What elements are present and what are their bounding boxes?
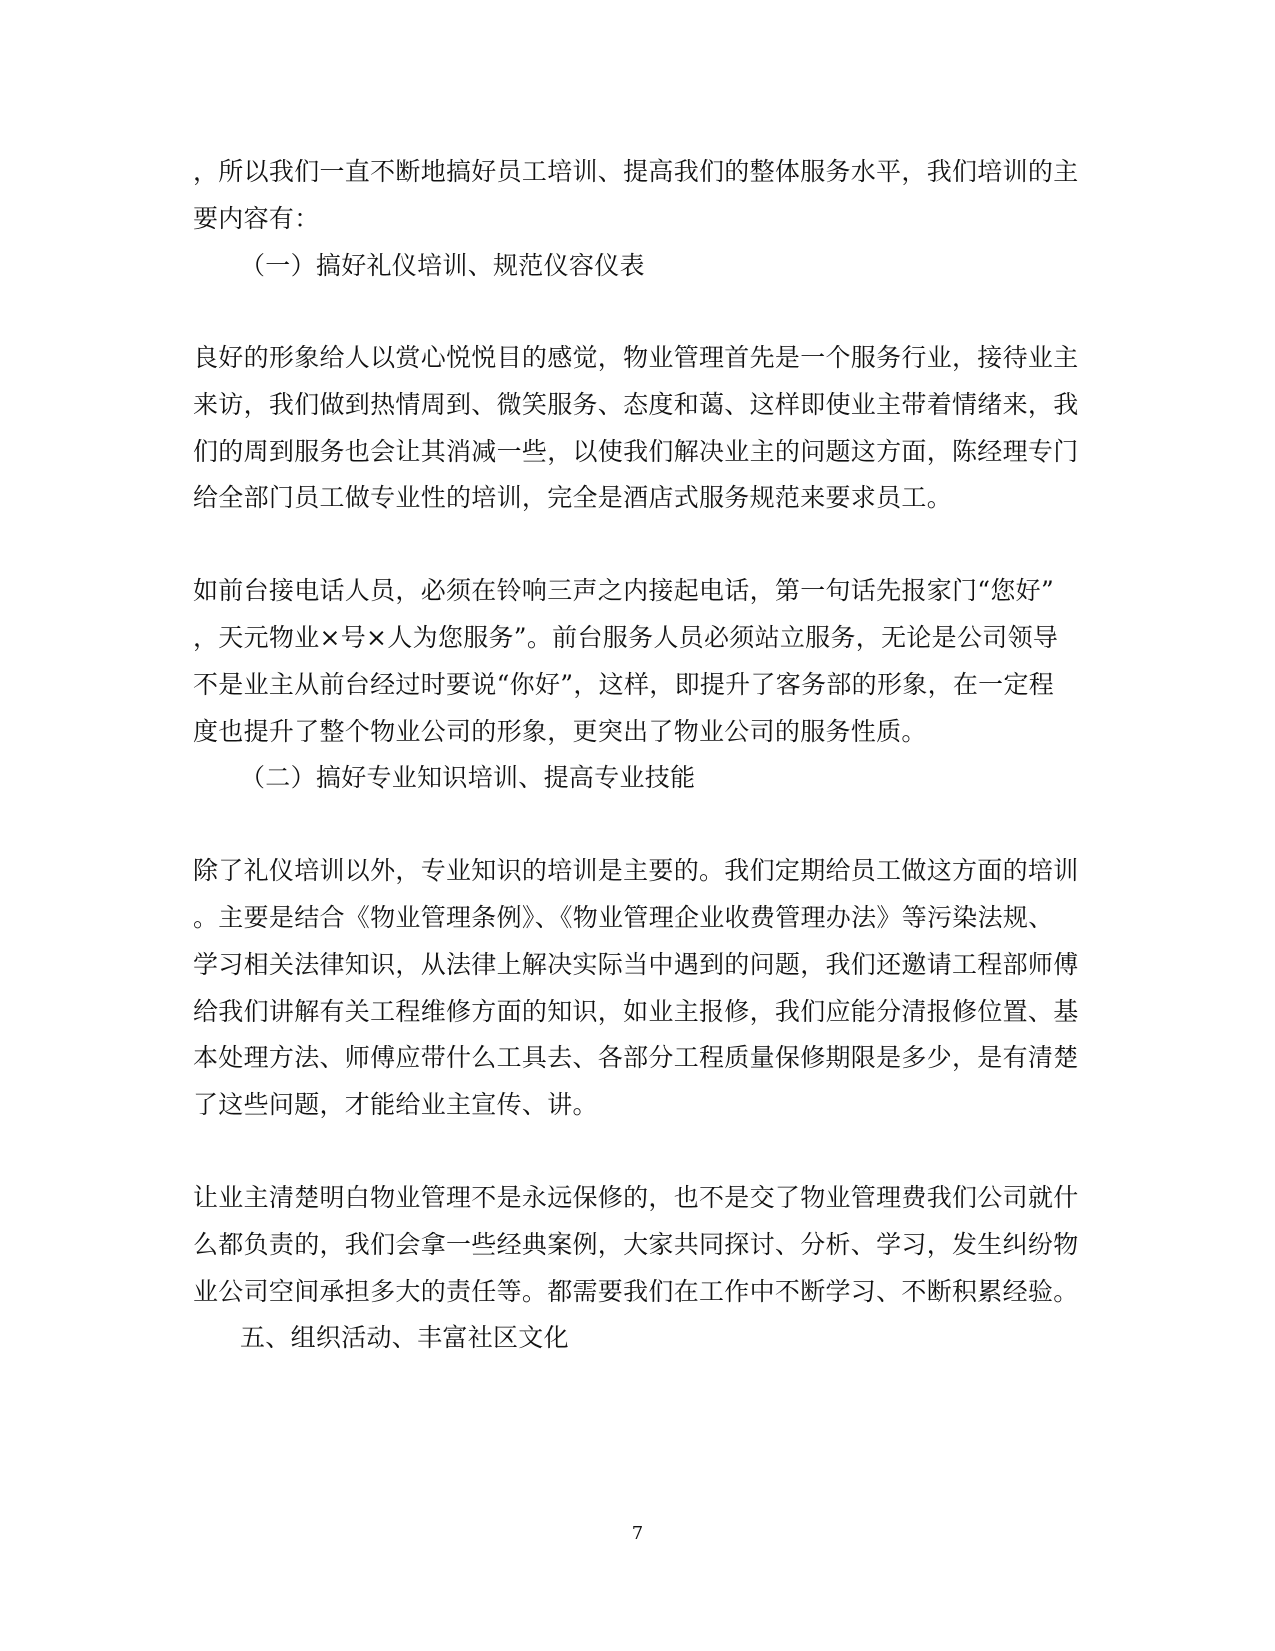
section-heading: 五、组织活动、丰富社区文化 [240,1323,569,1352]
text-line: 让业主清楚明白物业管理不是永远保修的，也不是交了物业管理费我们公司就什 [193,1183,1079,1212]
text-line: 给我们讲解有关工程维修方面的知识，如业主报修，我们应能分清报修位置、基 [193,997,1079,1026]
text-line: 如前台接电话人员，必须在铃响三声之内接起电话，第一句话先报家门“您好” [193,576,1055,605]
section-heading: （一）搞好礼仪培训、规范仪容仪表 [240,251,645,280]
text-line: 良好的形象给人以赏心悦悦目的感觉，物业管理首先是一个服务行业，接待业主 [193,343,1079,372]
text-line: 了这些问题，才能给业主宣传、讲。 [193,1090,598,1119]
text-line: 不是业主从前台经过时要说“你好”，这样，即提升了客务部的形象，在一定程 [193,670,1055,699]
text-line: 学习相关法律知识，从法律上解决实际当中遇到的问题，我们还邀请工程部师傅 [193,950,1079,979]
text-line: 给全部门员工做专业性的培训，完全是酒店式服务规范来要求员工。 [193,483,953,512]
text-line: 业公司空间承担多大的责任等。都需要我们在工作中不断学习、不断积累经验。 [193,1277,1079,1306]
page-number: 7 [631,1523,644,1544]
text-line: ，天元物业×号×人为您服务”。前台服务人员必须站立服务，无论是公司领导 [193,623,1059,652]
text-line: 。主要是结合《物业管理条例》、《物业管理企业收费管理办法》等污染法规、 [193,903,1054,932]
text-line: 么都负责的，我们会拿一些经典案例，大家共同探讨、分析、学习，发生纠纷物 [193,1230,1079,1259]
text-line: 除了礼仪培训以外，专业知识的培训是主要的。我们定期给员工做这方面的培训 [193,856,1079,885]
section-heading: （二）搞好专业知识培训、提高专业技能 [240,763,696,792]
text-line: 要内容有： [193,204,320,233]
text-line: ，所以我们一直不断地搞好员工培训、提高我们的整体服务水平，我们培训的主 [193,157,1079,186]
text-line: 们的周到服务也会让其消减一些，以使我们解决业主的问题这方面，陈经理专门 [193,437,1079,466]
text-line: 来访，我们做到热情周到、微笑服务、态度和蔼、这样即使业主带着情绪来，我 [193,390,1079,419]
text-line: 度也提升了整个物业公司的形象，更突出了物业公司的服务性质。 [193,717,927,746]
text-line: 本处理方法、师傅应带什么工具去、各部分工程质量保修期限是多少，是有清楚 [193,1043,1079,1072]
